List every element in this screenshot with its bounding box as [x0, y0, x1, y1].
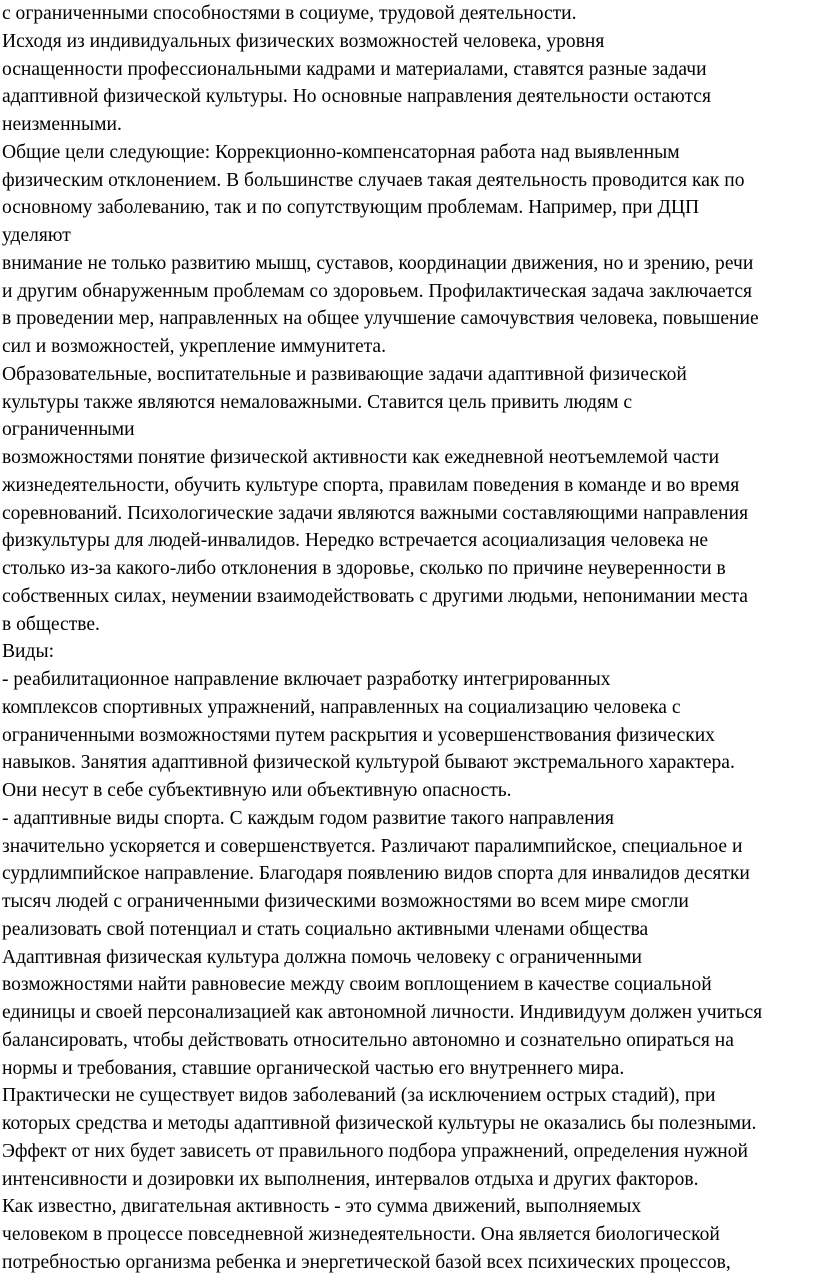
- text-line: культуры также являются немаловажными. Ставится цель привить людям с: [2, 391, 633, 413]
- text-line: Практически не существует видов заболеваний (за исключением острых стадий), при: [2, 1085, 716, 1107]
- text-line: Исходя из индивидуальных физических возможностей человека, уровня: [2, 30, 605, 52]
- text-line: - адаптивные виды спорта. С каждым годом развитие такого направления: [2, 807, 614, 829]
- text-line: физкультуры для людей-инвалидов. Нередко встречается асоциализация человека не: [2, 530, 709, 552]
- text-line: тысяч людей с ограниченными физическими возможностями во всем мире смогли: [2, 891, 689, 912]
- text-line: Как известно, двигательная активность - это сумма движений, выполняемых: [2, 1196, 642, 1218]
- text-line: единицы и своей персонализацией как автономной личности. Индивидуум должен учиться: [2, 1002, 763, 1023]
- text-line: значительно ускоряется и совершенствуется. Различают паралимпийское, специальное и: [2, 835, 743, 857]
- text-line: и другим обнаруженным проблемам со здоровьем. Профилактическая задача заключается: [2, 280, 753, 302]
- text-line: жизнедеятельности, обучить культуре спорта, правилам поведения в команде и во время: [2, 474, 740, 496]
- text-line: в проведении мер, направленных на общее улучшение самочувствия человека, повышение: [2, 308, 759, 330]
- text-line: оснащенности профессиональными кадрами и материалами, ставятся разные задачи: [2, 58, 707, 80]
- text-line: внимание не только развитию мышц, суставов, координации движения, но и зрению, речи: [2, 252, 754, 274]
- text-line: соревнований. Психологические задачи являются важными составляющими направления: [2, 502, 749, 524]
- text-line: Адаптивная физическая культура должна помочь человеку с ограниченными: [2, 946, 643, 968]
- text-line: - реабилитационное направление включает разработку интегрированных: [2, 669, 611, 690]
- text-line: в обществе.: [2, 613, 100, 635]
- text-line: Образовательные, воспитательные и развивающие задачи адаптивной физической: [2, 363, 687, 385]
- text-line: балансировать, чтобы действовать относительно автономно и сознательно опираться на: [2, 1029, 734, 1051]
- text-line: человеком в процессе повседневной жизнедеятельности. Она является биологической: [2, 1224, 720, 1245]
- text-line: которых средства и методы адаптивной физической культуры не оказались бы полезными.: [2, 1113, 757, 1134]
- text-line: основному заболеванию, так и по сопутствующим проблемам. Например, при ДЦП: [2, 197, 700, 219]
- text-line: адаптивной физической культуры. Но основные направления деятельности остаются: [2, 86, 711, 108]
- text-line: возможностями найти равновесие между своим воплощением в качестве социальной: [2, 974, 712, 996]
- text-line: навыков. Занятия адаптивной физической культурой бывают экстремального характера.: [2, 752, 735, 774]
- text-line: физическим отклонением. В большинстве случаев такая деятельность проводится как по: [2, 169, 745, 191]
- text-line: уделяют: [2, 225, 71, 246]
- text-line: потребностью организма ребенка и энергетической базой всех психических процессов,: [2, 1251, 731, 1273]
- text-line: столько из-за какого-либо отклонения в здоровье, сколько по причине неуверенности в: [2, 558, 726, 579]
- text-line: собственных силах, неумении взаимодействовать с другими людьми, непонимании места: [2, 585, 748, 607]
- text-line: Они несут в себе субъективную или объективную опасность.: [2, 780, 512, 801]
- text-line: интенсивности и дозировки их выполнения, интервалов отдыха и других факторов.: [2, 1168, 699, 1190]
- text-line: реализовать свой потенциал и стать социально активными членами общества: [2, 918, 649, 940]
- text-line: с ограниченными способностями в социуме, трудовой деятельности.: [2, 3, 577, 24]
- text-line: комплексов спортивных упражнений, направленных на социализацию человека с: [2, 696, 681, 718]
- text-line: ограниченными возможностями путем раскрытия и усовершенствования физических: [2, 724, 715, 746]
- text-line: нормы и требования, ставшие органической частью его внутреннего мира.: [2, 1057, 625, 1079]
- text-line: сил и возможностей, укрепление иммунитета.: [2, 336, 386, 357]
- text-line: Эффект от них будет зависеть от правильного подбора упражнений, определения нужной: [2, 1140, 749, 1162]
- text-line: возможностями понятие физической активности как ежедневной неотъемлемой части: [2, 447, 720, 468]
- text-line: Общие цели следующие: Коррекционно-компенсаторная работа над выявленным: [2, 141, 680, 163]
- text-line: неизменными.: [2, 114, 122, 135]
- text-line: ограниченными: [2, 419, 135, 441]
- text-line: Виды:: [2, 641, 55, 663]
- text-line: сурдлимпийское направление. Благодаря появлению видов спорта для инвалидов десятки: [2, 863, 750, 885]
